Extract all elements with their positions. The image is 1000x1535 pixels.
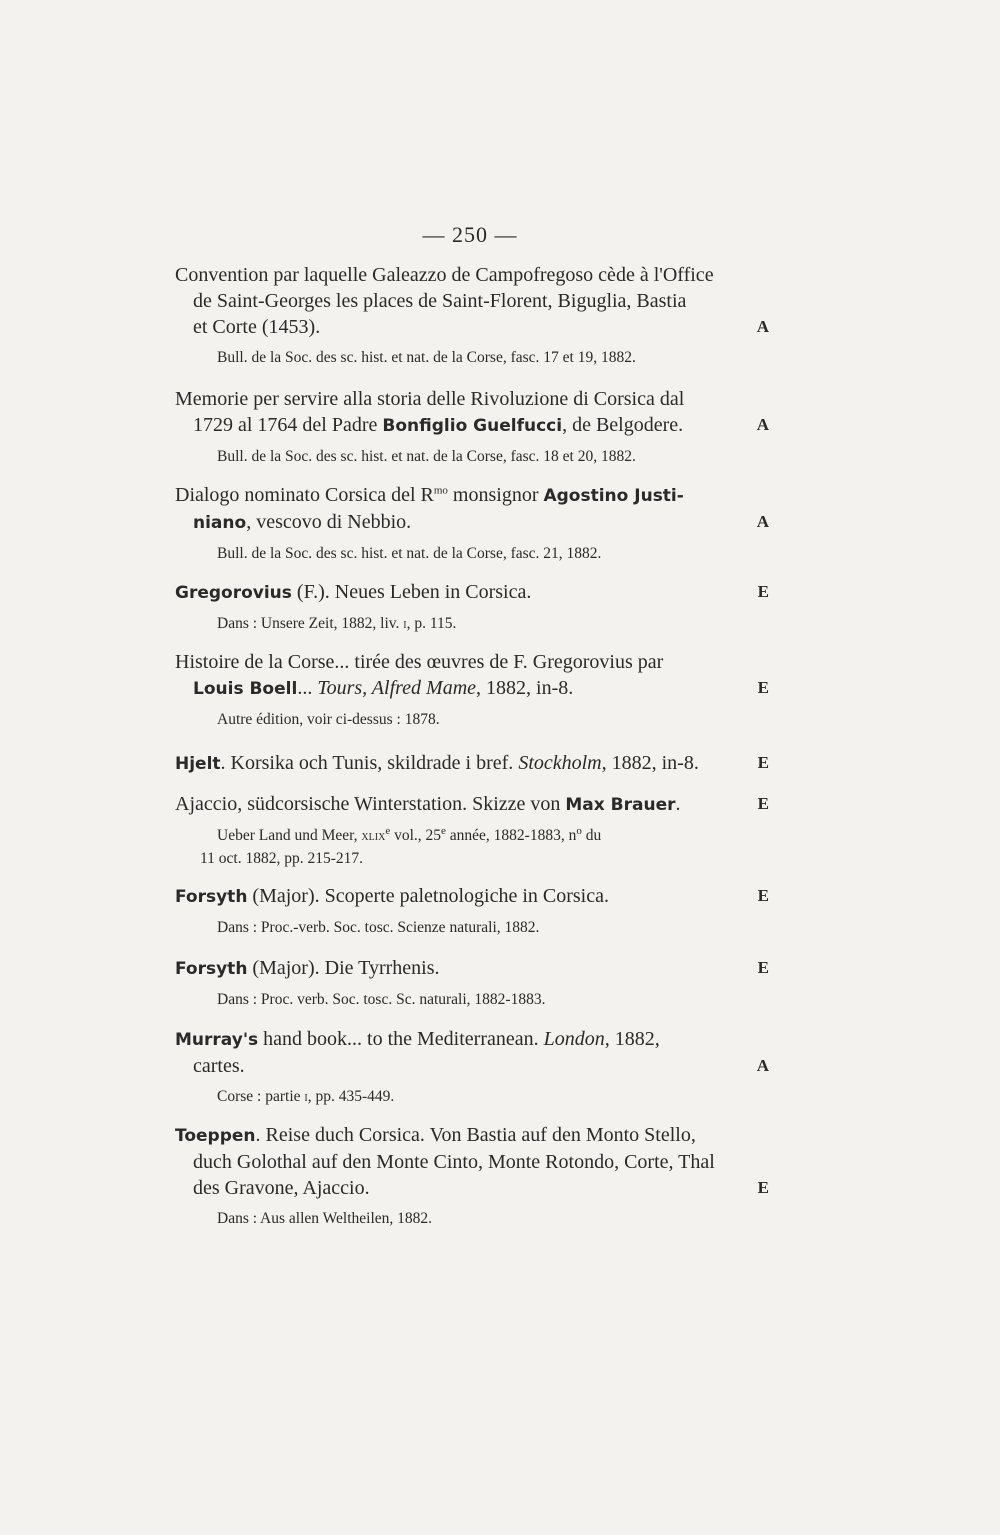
publisher-text: London [543,1028,605,1050]
holding-code: E [757,1178,769,1197]
entry-citation [175,649,767,702]
author-name: Agostino Justi- [543,486,684,506]
holding-code: E [757,678,769,697]
citation-line [175,579,767,606]
citation-text: . Reise duch Corsica. Von Bastia auf den Monto Stello, [255,1124,696,1146]
note-text: Ueber Land und Meer, [217,827,362,844]
holding-code: A [756,1056,769,1075]
bibliography-entry [175,955,767,1011]
entry-citation [175,579,767,606]
entry-source-note: Dans : Aus allen Weltheilen, 1882. [217,1210,433,1227]
note-text: 11 oct. 1882, pp. 215-217. [200,850,364,867]
citation-line [175,482,767,509]
citation-line [175,509,767,536]
holding-code: A [756,512,769,531]
citation-text: hand book... to the Mediterranean. [258,1028,544,1050]
author-name: Bonfiglio Guelfucci [382,416,563,436]
entry-citation [175,883,767,910]
note-text: xlix [361,829,386,844]
entry-citation [175,750,767,777]
entry-source-note: Bull. de la Soc. des sc. hist. et nat. de la Corse, fasc. 17 et 19, 1882. [217,349,636,366]
citation-line [175,314,767,340]
author-name: Murray's [175,1030,259,1050]
citation-text: Dialogo nominato Corsica del R [175,484,434,506]
citation-line [175,955,767,982]
page-number: — 250 — [422,222,518,247]
entry-citation [175,1026,767,1079]
citation-text: ... [297,677,318,699]
superscript: mo [433,484,448,497]
citation-text: , 1882, in-8. [601,752,699,774]
holding-code: A [756,415,769,434]
superscript: e [441,824,446,837]
citation-line [175,675,767,702]
bibliography-entry [175,791,767,870]
bibliography-entry [175,262,767,369]
bibliography-entry [175,386,767,468]
citation-text: (Major). Scoperte paletnologiche in Corsica. [247,885,609,907]
citation-text: , de Belgodere. [562,414,684,436]
bibliography-entry [175,1026,767,1109]
entry-citation [175,955,767,982]
note-text: vol., 25 [390,827,442,844]
citation-text: (Major). Die Tyrrhenis. [247,957,440,979]
bibliography-entry [175,482,767,565]
citation-text: monsignor [447,484,544,506]
bibliography-entry [175,579,767,636]
citation-line [175,791,767,818]
citation-line [175,883,767,910]
citation-line: duch Golothal auf den Monte Cinto, Monte Rotondo, Corte, Thal [193,1151,715,1173]
citation-text: (F.). Neues Leben in Corsica. [291,581,532,603]
note-text: , p. 115. [406,615,457,632]
note-text: i [304,1090,308,1105]
note-text: du [581,827,602,844]
bibliography-entry [175,883,767,939]
citation-text: . [675,793,681,815]
citation-text: 1729 al 1764 del Padre [193,414,383,436]
author-name: Louis Boell [193,679,298,699]
author-name: Hjelt [175,754,221,774]
holding-code: A [756,317,769,336]
holding-code: E [757,886,769,905]
author-name: Max Brauer [565,795,676,815]
citation-line: Convention par laquelle Galeazzo de Campofregoso cède à l'Office [175,264,714,286]
bibliography-entry [175,649,767,731]
holding-code: E [757,582,769,601]
citation-text: . Korsika och Tunis, skildrade i bref. [220,752,519,774]
author-name: Forsyth [175,959,248,979]
superscript: o [576,824,582,837]
citation-line [175,1122,767,1149]
entry-source-note: Autre édition, voir ci-dessus : 1878. [217,711,440,728]
citation-text: , vescovo di Nebbio. [246,511,412,533]
entry-citation [175,1122,767,1201]
author-name: Toeppen [175,1126,256,1146]
citation-text: et Corte (1453). [193,316,321,338]
entry-source-note [175,825,767,870]
author-name: Forsyth [175,887,248,907]
author-name: niano [193,513,247,533]
citation-line [175,1053,767,1079]
citation-line [175,1026,767,1053]
entry-citation [175,262,767,340]
entry-source-note: Dans : Proc.-verb. Soc. tosc. Scienze naturali, 1882. [217,919,540,936]
note-text: , pp. 435-449. [307,1088,395,1105]
citation-line [175,412,767,439]
bibliography-entry [175,1122,767,1230]
entry-citation [175,386,767,439]
superscript: e [385,824,391,837]
citation-line [175,750,767,777]
citation-text: , 1882, in-8. [476,677,574,699]
holding-code: E [757,958,769,977]
note-text: i [403,617,407,632]
entry-source-note: Bull. de la Soc. des sc. hist. et nat. de la Corse, fasc. 18 et 20, 1882. [217,448,636,465]
author-name: Gregorovius [175,583,292,603]
citation-line [175,1175,767,1201]
holding-code: E [757,794,769,813]
citation-text: des Gravone, Ajaccio. [193,1177,370,1199]
note-text: année, 1882-1883, n [445,827,577,844]
citation-line: Histoire de la Corse... tirée des œuvres de F. Gregorovius par [175,651,664,673]
note-text: Dans : Unsere Zeit, 1882, liv. [217,615,404,632]
entry-source-note [175,1086,767,1109]
holding-code: E [757,753,769,772]
citation-line: Memorie per servire alla storia delle Rivoluzione di Corsica dal [175,388,685,410]
citation-text: cartes. [193,1055,245,1077]
citation-text: , 1882, [604,1028,660,1050]
bibliography-entry [175,750,767,777]
entry-source-note: Dans : Proc. verb. Soc. tosc. Sc. naturali, 1882-1883. [217,991,546,1008]
citation-line: de Saint-Georges les places de Saint-Florent, Biguglia, Bastia [193,290,687,312]
entry-source-note: Bull. de la Soc. des sc. hist. et nat. de la Corse, fasc. 21, 1882. [217,545,602,562]
publisher-text: Tours, Alfred Mame [317,677,477,699]
publisher-text: Stockholm [518,752,602,774]
note-text: Corse : partie [217,1088,305,1105]
citation-text: Ajaccio, südcorsische Winterstation. Skizze von [175,793,566,815]
entry-citation [175,791,767,818]
entry-citation [175,482,767,536]
entry-source-note [175,613,767,636]
